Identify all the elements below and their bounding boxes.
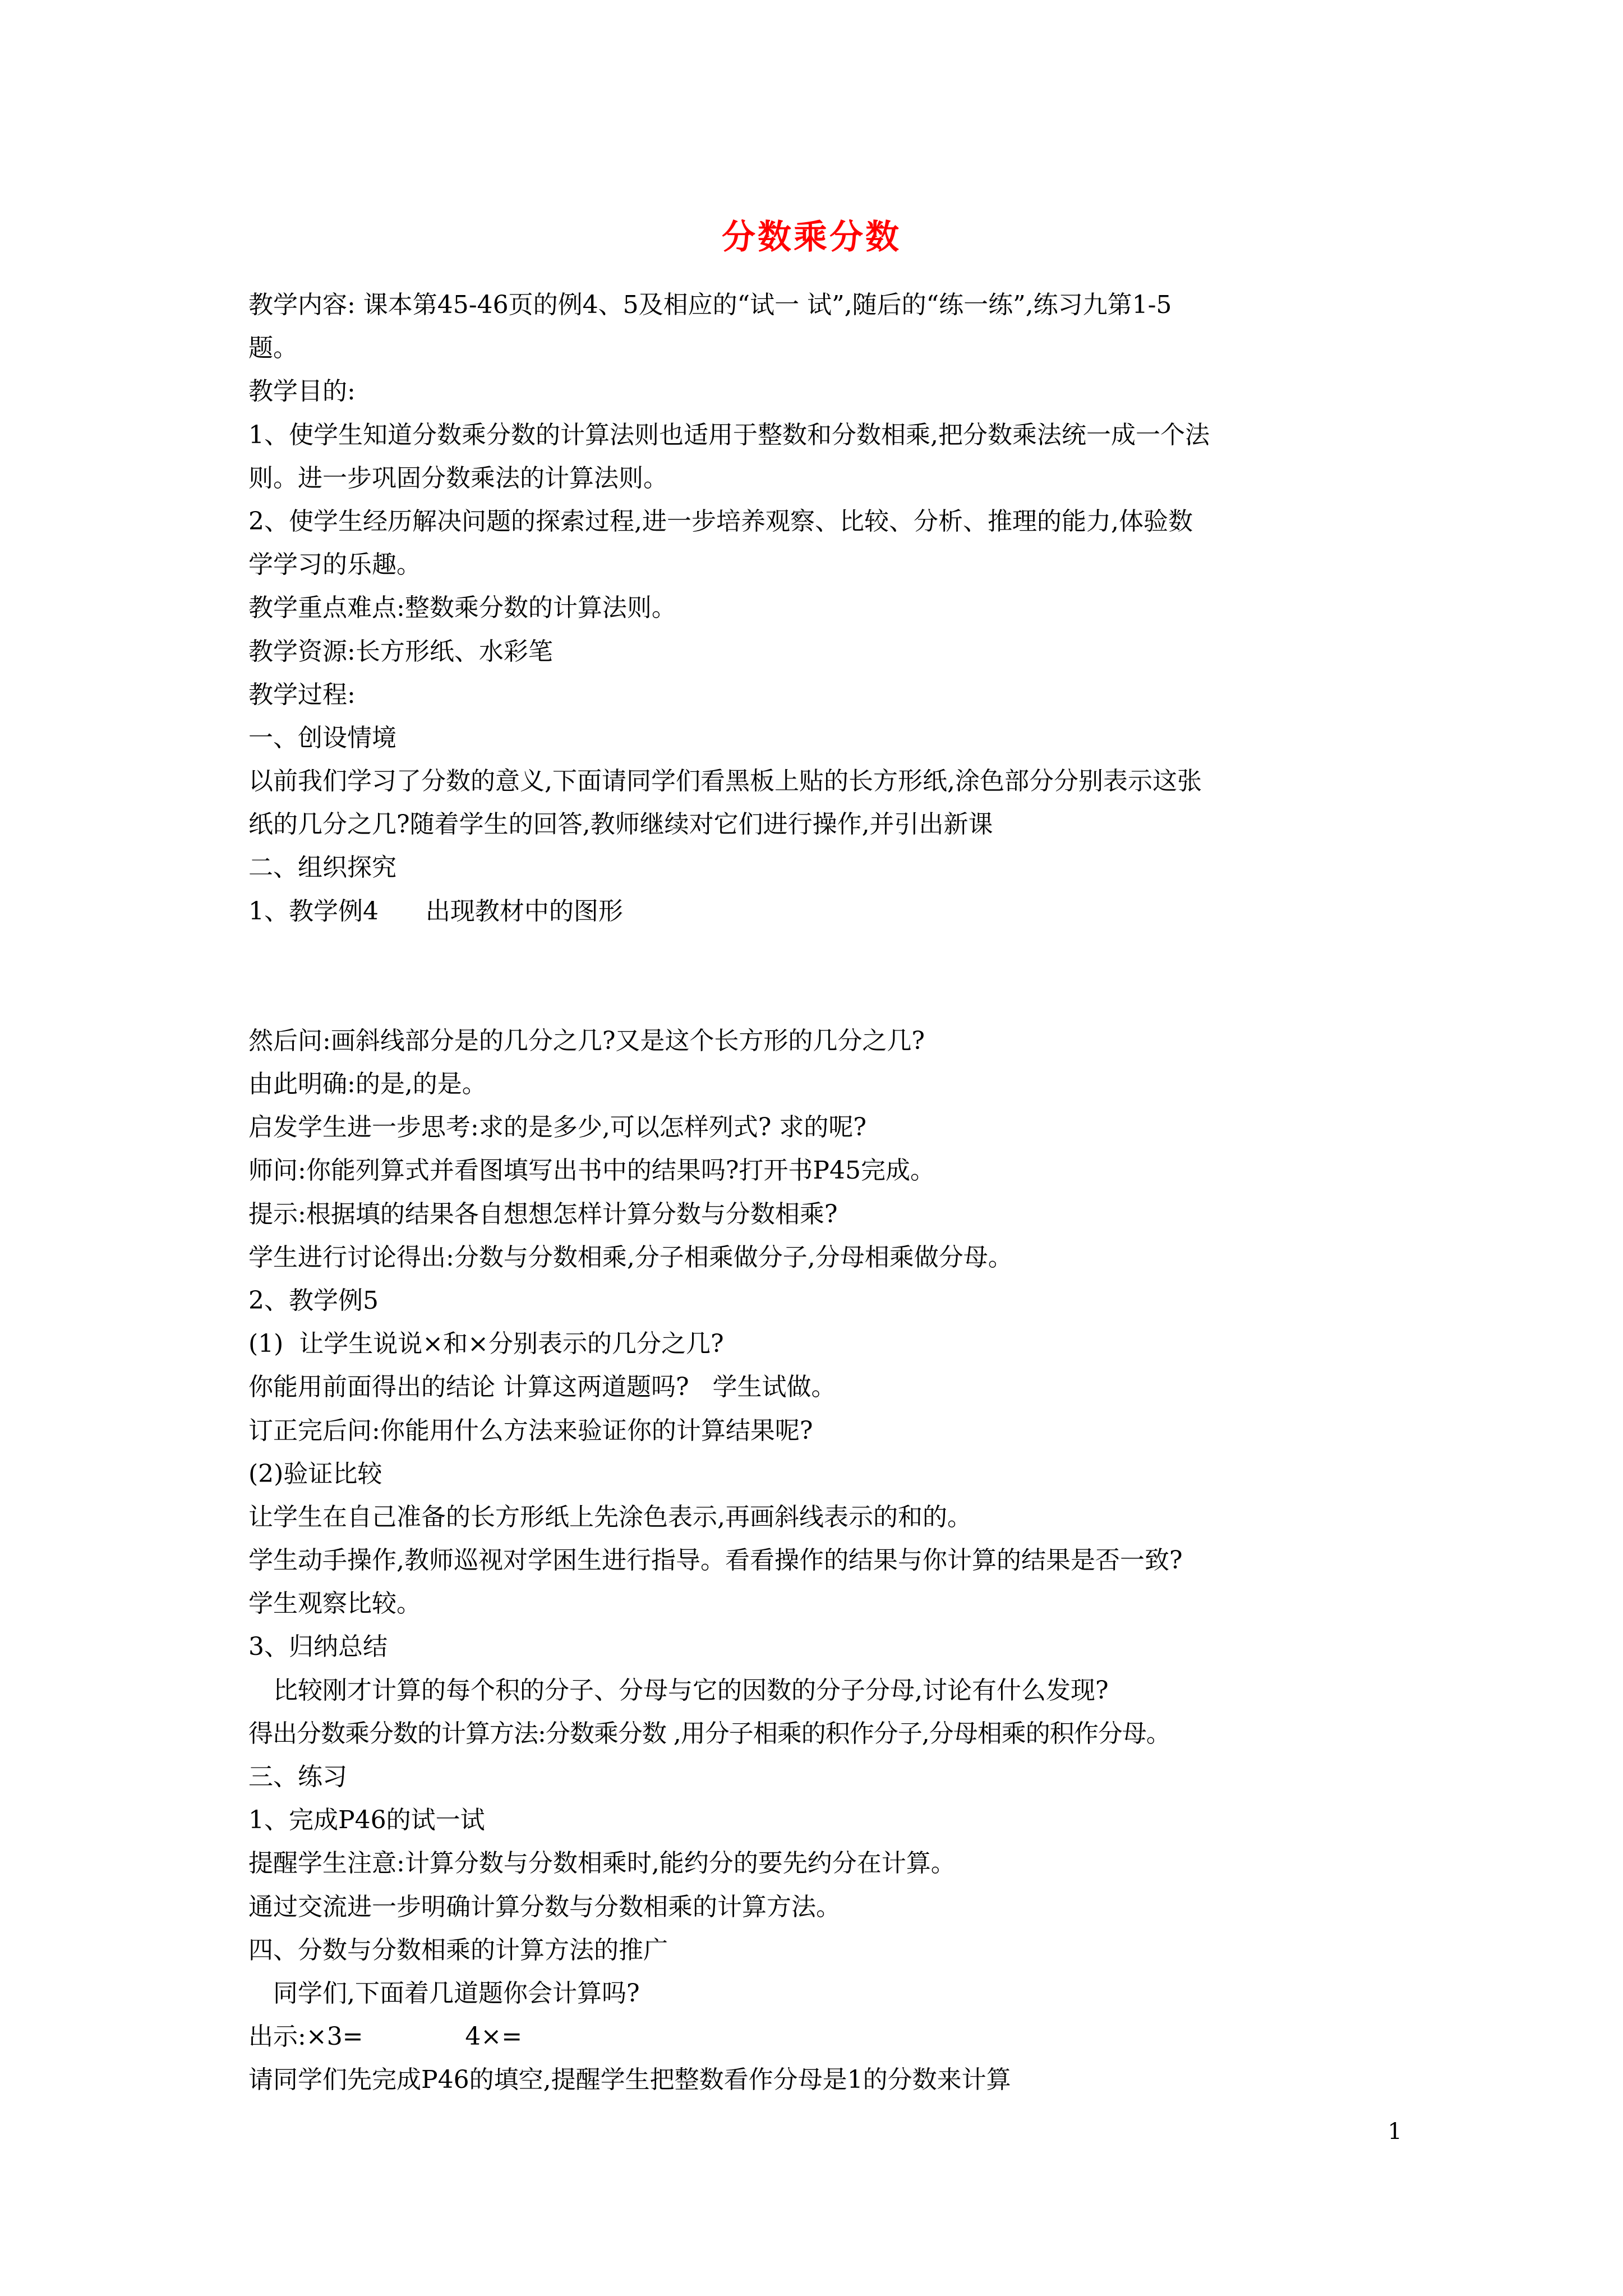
text-line: 纸的几分之几?随着学生的回答,教师继续对它们进行操作,并引出新课 — [248, 810, 993, 839]
section-heading: 一、创设情境 — [248, 723, 396, 752]
text-line: 1、完成P46的试一试 — [248, 1806, 485, 1835]
text-line: 然后问:画斜线部分是的几分之几?又是这个长方形的几分之几? — [248, 1026, 925, 1055]
section-heading: 教学过程: — [248, 680, 356, 709]
text-line: 你能用前面得出的结论 计算这两道题吗? 学生试做。 — [248, 1373, 836, 1402]
section-heading: 四、分数与分数相乘的计算方法的推广 — [248, 1935, 668, 1964]
text-line: 教学资源:长方形纸、水彩笔 — [248, 637, 553, 666]
text-line: 以前我们学习了分数的意义,下面请同学们看黑板上贴的长方形纸,涂色部分分别表示这张 — [248, 767, 1202, 796]
text-line: 2、使学生经历解决问题的探索过程,进一步培养观察、比较、分析、推理的能力,体验数 — [248, 507, 1193, 536]
text-line: 学生观察比较。 — [248, 1589, 421, 1618]
text-line: (2)验证比较 — [248, 1459, 382, 1488]
text-line: 启发学生进一步思考:求的是多少,可以怎样列式? 求的呢? — [248, 1113, 866, 1142]
section-heading: 二、组织探究 — [248, 853, 396, 882]
text-line: 学生进行讨论得出:分数与分数相乘,分子相乘做分子,分母相乘做分母。 — [248, 1243, 1013, 1272]
text-line: (1) 让学生说说×和×分别表示的几分之几? — [248, 1329, 724, 1359]
text-line: 得出分数乘分数的计算方法:分数乘分数 ,用分子相乘的积作分子,分母相乘的积作分母。 — [248, 1719, 1170, 1748]
text-line: 提示:根据填的结果各自想想怎样计算分数与分数相乘? — [248, 1199, 838, 1228]
text-line: 学生动手操作,教师巡视对学困生进行指导。看看操作的结果与你计算的结果是否一致? — [248, 1546, 1183, 1575]
text-line: 教学重点难点:整数乘分数的计算法则。 — [248, 593, 676, 623]
document-title: 分数乘分数 — [722, 218, 901, 257]
text-line: 比较刚才计算的每个积的分子、分母与它的因数的分子分母,讨论有什么发现? — [273, 1676, 1109, 1705]
document-body — [248, 283, 1404, 2102]
text-line: 师问:你能列算式并看图填写出书中的结果吗?打开书P45完成。 — [248, 1156, 935, 1185]
text-line: 通过交流进一步明确计算分数与分数相乘的计算方法。 — [248, 1892, 841, 1921]
text-line: 1、使学生知道分数乘分数的计算法则也适用于整数和分数相乘,把分数乘法统一成一个法 — [248, 420, 1210, 449]
text-line: 教学内容: 课本第45-46页的例4、5及相应的“试一 试”,随后的“练一练”,练习九第1-5 — [248, 291, 1172, 319]
text-line: 提醒学生注意:计算分数与分数相乘时,能约分的要先约分在计算。 — [248, 1849, 956, 1878]
text-line: 同学们,下面着几道题你会计算吗? — [273, 1978, 640, 2008]
section-heading: 三、练习 — [248, 1763, 347, 1791]
section-heading: 教学目的: — [248, 377, 356, 406]
text-line: 订正完后问:你能用什么方法来验证你的计算结果呢? — [248, 1416, 813, 1445]
text-line: 1、教学例4 出现教材中的图形 — [248, 896, 623, 926]
text-line: 题。 — [248, 334, 298, 363]
section-heading: 2、教学例5 — [248, 1286, 379, 1315]
section-heading: 3、归纳总结 — [248, 1632, 388, 1662]
figure-placeholder — [248, 933, 1404, 1019]
page-number: 1 — [1387, 2119, 1402, 2145]
text-line: 出示:×3= 4×= — [248, 2022, 523, 2051]
text-line: 由此明确:的是,的是。 — [248, 1070, 487, 1098]
text-line: 请同学们先完成P46的填空,提醒学生把整数看作分母是1的分数来计算 — [248, 2065, 1011, 2095]
text-line: 让学生在自己准备的长方形纸上先涂色表示,再画斜线表示的和的。 — [248, 1502, 972, 1531]
text-line: 学学习的乐趣。 — [248, 550, 421, 579]
text-line: 则。进一步巩固分数乘法的计算法则。 — [248, 463, 668, 493]
